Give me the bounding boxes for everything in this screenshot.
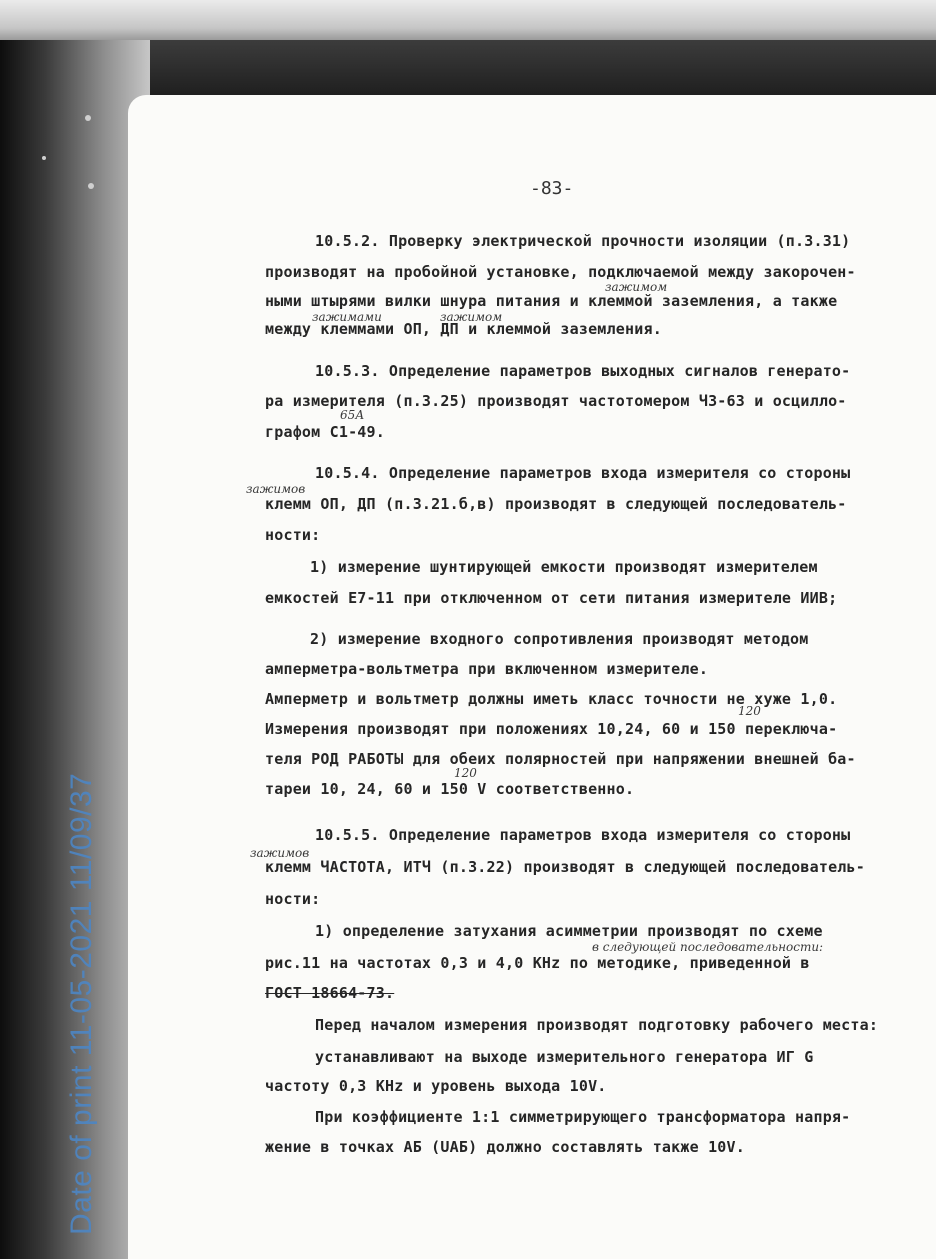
text-line: жение в точках АБ (UАБ) должно составлять также 10V.	[265, 1138, 745, 1156]
scan-speck	[42, 156, 46, 160]
page-number: -83-	[530, 178, 574, 199]
text-line: амперметра-вольтметра при включенном измерителе.	[265, 660, 709, 678]
text-line: Амперметр и вольтметр должны иметь класс точности не хуже 1,0.	[265, 690, 838, 708]
text-line: Измерения производят при положениях 10,24, 60 и 150 переключа-	[265, 720, 838, 738]
handwritten-correction: зажимом	[440, 310, 503, 324]
text-line: ра измерителя (п.3.25) производят частотомером ЧЗ-63 и осцилло-	[265, 392, 847, 410]
text-line: 1) измерение шунтирующей емкости производят измерителем	[310, 558, 818, 576]
text-line: ности:	[265, 526, 321, 544]
text-line: 10.5.2. Проверку электрической прочности изоляции (п.3.31)	[315, 232, 851, 250]
struck-text-line: ГОСТ 18664-73.	[265, 984, 395, 1002]
text-line: ности:	[265, 890, 321, 908]
handwritten-correction: 65А	[340, 408, 365, 422]
text-line: производят на пробойной установке, подключаемой между закорочен-	[265, 263, 856, 281]
handwritten-correction: зажимом	[605, 280, 668, 294]
text-line: частоту 0,3 KHz и уровень выхода 10V.	[265, 1077, 607, 1095]
text-line: между клеммами ОП, ДП и клеммой заземления.	[265, 320, 662, 338]
handwritten-correction: зажимами	[312, 310, 382, 324]
text-line: 10.5.3. Определение параметров выходных сигналов генерато-	[315, 362, 851, 380]
text-line: графом С1-49.	[265, 423, 385, 441]
text-line: устанавливают на выходе измерительного генератора ИГ G	[315, 1048, 814, 1066]
text-line: клемм ЧАСТОТА, ИТЧ (п.3.22) производят в следующей последователь-	[265, 858, 865, 876]
text-line: тареи 10, 24, 60 и 150 V соответственно.	[265, 780, 635, 798]
scan-speck	[85, 115, 91, 121]
print-date-watermark: Date of print 11-05-2021 11/09/37	[65, 772, 98, 1235]
text-line: 2) измерение входного сопротивления производят методом	[310, 630, 809, 648]
handwritten-correction: 120	[454, 766, 477, 780]
text-line: клемм ОП, ДП (п.3.21.б,в) производят в следующей последователь-	[265, 495, 847, 513]
text-line: 1) определение затухания асимметрии производят по схеме	[315, 922, 823, 940]
handwritten-correction: в следующей последовательности:	[592, 940, 824, 954]
handwritten-correction: зажимов	[250, 846, 310, 860]
text-line: 10.5.5. Определение параметров входа измерителя со стороны	[315, 826, 851, 844]
text-line: теля РОД РАБОТЫ для обеих полярностей при напряжении внешней ба-	[265, 750, 856, 768]
text-line: 10.5.4. Определение параметров входа измерителя со стороны	[315, 464, 851, 482]
text-line: емкостей Е7-11 при отключенном от сети питания измерителе ИИВ;	[265, 589, 838, 607]
handwritten-correction: зажимов	[246, 482, 306, 496]
text-line: ными штырями вилки шнура питания и клеммой заземления, а также	[265, 292, 838, 310]
scan-speck	[88, 183, 94, 189]
handwritten-correction: 120	[738, 704, 761, 718]
scan-top-border	[0, 0, 936, 40]
text-line: Перед началом измерения производят подготовку рабочего места:	[315, 1016, 879, 1034]
text-line: При коэффициенте 1:1 симметрирующего трансформатора напря-	[315, 1108, 851, 1126]
text-line: рис.11 на частотах 0,3 и 4,0 KHz по методике, приведенной в	[265, 954, 810, 972]
